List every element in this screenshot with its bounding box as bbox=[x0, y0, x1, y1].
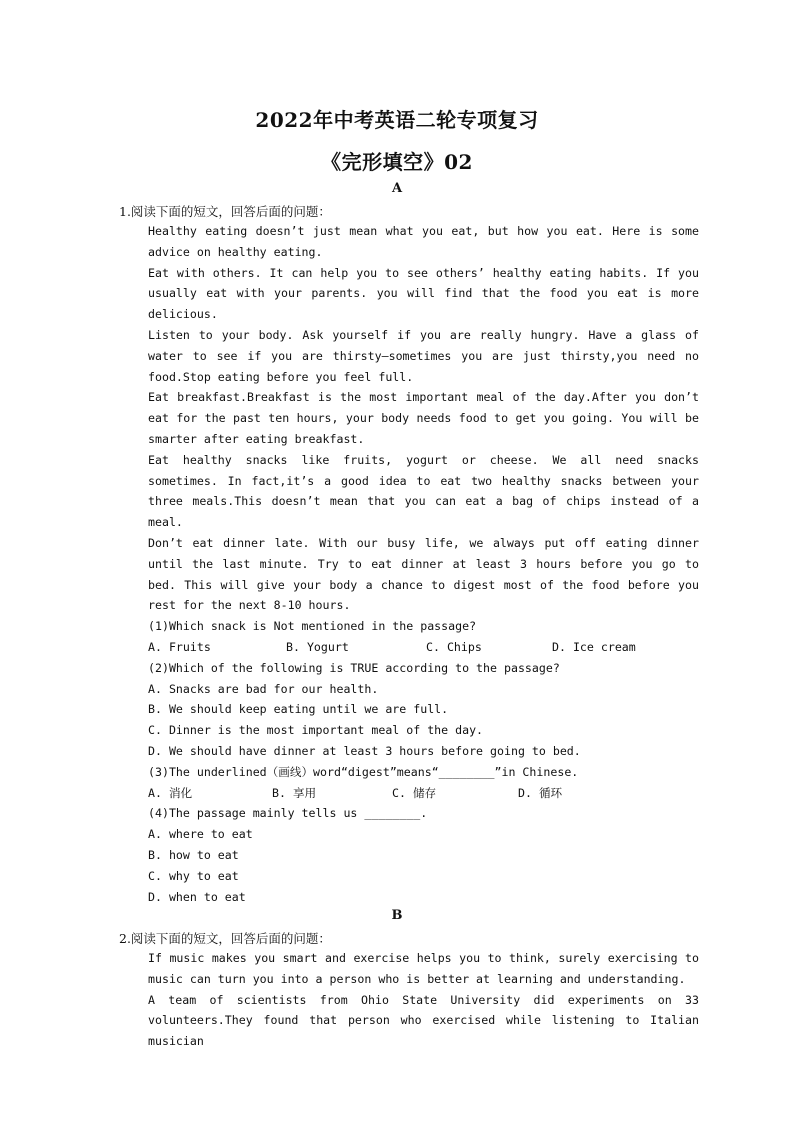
question-1-option-a: A. Fruits bbox=[148, 639, 211, 654]
section-a-passage bbox=[148, 221, 699, 907]
question-2-stem: (2)Which of the following is TRUE according to the passage? bbox=[148, 660, 560, 675]
question-3-option-a: A. 消化 bbox=[148, 785, 193, 800]
question-2-option-a: A. Snacks are bad for our health. bbox=[148, 681, 379, 696]
question-3-options bbox=[148, 783, 699, 804]
question-3-option-c: C. 储存 bbox=[392, 785, 437, 800]
passage-paragraph: Eat healthy snacks like fruits, yogurt or cheese. We all need snacks sometimes. In fact,it’s a good idea to eat two healthy snacks between your three meals.This doesn’t mean that you can eat a bag of chips instead of a meal. bbox=[148, 452, 699, 530]
question-4-option-c: C. why to eat bbox=[148, 868, 239, 883]
passage-paragraph: Eat breakfast.Breakfast is the most important meal of the day.After you don’t eat for the past ten hours, your body needs food to get you going. You will be smarter after eating breakfast. bbox=[148, 390, 699, 446]
question-1-options bbox=[148, 637, 699, 658]
question-4-stem: (4)The passage mainly tells us ________. bbox=[148, 806, 428, 821]
question-2-option-d: D. We should have dinner at least 3 hours before going to bed. bbox=[148, 743, 581, 758]
section-a-label: A bbox=[391, 181, 403, 196]
question-3-option-d: D. 循环 bbox=[518, 785, 563, 800]
passage-paragraph: Listen to your body. Ask yourself if you are really hungry. Have a glass of water to see if you are thirsty—sometimes you are just thirsty,you need no food.Stop eating before you feel full. bbox=[148, 327, 699, 384]
document-subtitle: 《完形填空》02 bbox=[321, 150, 473, 174]
section-b-passage bbox=[148, 948, 699, 1052]
passage-paragraph: If music makes you smart and exercise helps you to think, surely exercising to music can turn you into a person who is better at learning and understanding. bbox=[148, 951, 699, 986]
passage-paragraph: Healthy eating doesn’t just mean what you eat, but how you eat. Here is some advice on healthy eating. bbox=[148, 224, 699, 259]
question-1-stem: (1)Which snack is Not mentioned in the passage? bbox=[148, 619, 477, 634]
question-3-stem: (3)The underlined（画线）word“digest”means“________”in Chinese. bbox=[148, 764, 579, 779]
section-a-instruction: 1.阅读下面的短文，回答后面的问题： bbox=[119, 204, 331, 219]
section-b-instruction: 2.阅读下面的短文，回答后面的问题： bbox=[119, 931, 331, 946]
section-b-label: B bbox=[391, 908, 403, 923]
question-1-option-b: B. Yogurt bbox=[286, 639, 349, 654]
question-1-option-c: C. Chips bbox=[426, 639, 482, 654]
passage-paragraph: Don’t eat dinner late. With our busy life, we always put off eating dinner until the last minute. Try to eat dinner at least 3 hours before you go to bed. This will give your body a chance to digest most of the food before you rest for the next 8-10 hours. bbox=[148, 535, 699, 613]
question-4-option-d: D. when to eat bbox=[148, 889, 246, 904]
question-4-option-b: B. how to eat bbox=[148, 847, 239, 862]
question-1-option-d: D. Ice cream bbox=[552, 639, 636, 654]
document-title: 2022年中考英语二轮专项复习 bbox=[255, 108, 539, 132]
question-2-option-b: B. We should keep eating until we are full. bbox=[148, 702, 449, 717]
question-2-option-c: C. Dinner is the most important meal of the day. bbox=[148, 723, 484, 738]
passage-paragraph: Eat with others. It can help you to see others’ healthy eating habits. If you usually eat with your parents. you will find that the food you eat is more delicious. bbox=[148, 265, 699, 322]
question-4-option-a: A. where to eat bbox=[148, 827, 253, 842]
passage-paragraph: A team of scientists from Ohio State University did experiments on 33 volunteers.They found that person who exercised while listening to Italian musician bbox=[148, 992, 699, 1049]
question-3-option-b: B. 享用 bbox=[272, 785, 317, 800]
